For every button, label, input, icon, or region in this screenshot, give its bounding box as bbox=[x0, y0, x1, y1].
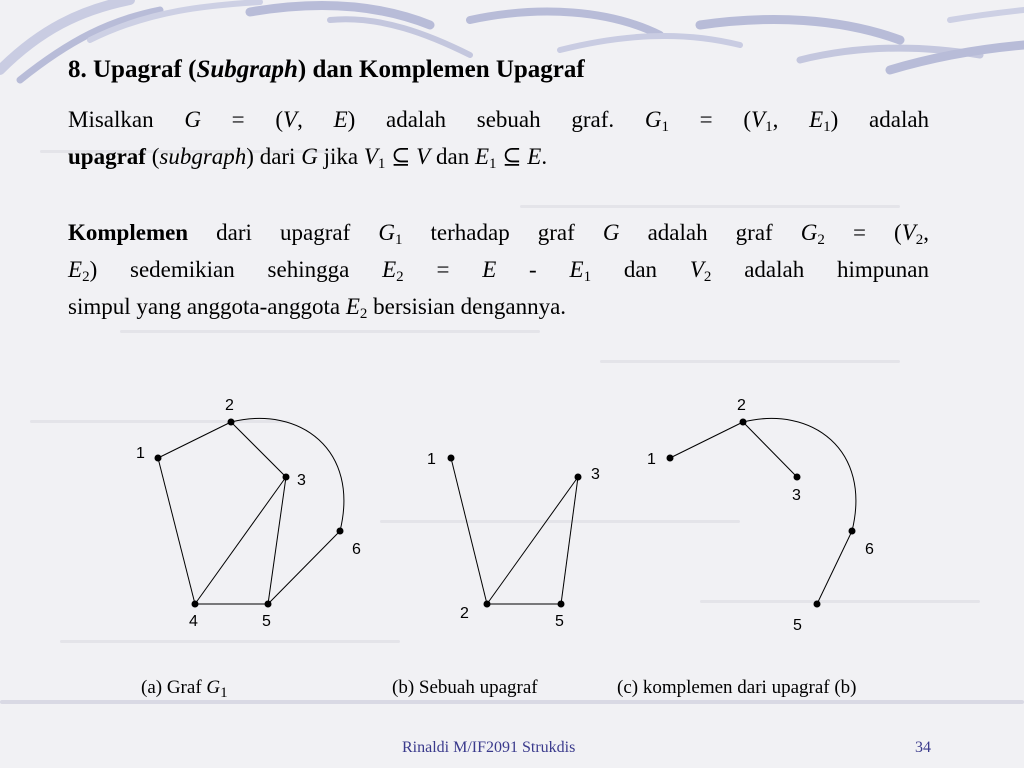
graph-b-vertex-1 bbox=[448, 455, 455, 462]
definition-subgraph-line-1: Misalkan G = (V, E) adalah sebuah graf. $G_1 = (V_1$, $E_1$) adalah bbox=[68, 107, 930, 135]
graph-b-vertex-5 bbox=[558, 601, 565, 608]
graph-b-label-1: 1 bbox=[427, 451, 436, 468]
graph-c-label-3: 3 bbox=[792, 487, 801, 504]
graph-c-vertex-3 bbox=[794, 474, 801, 481]
graph-a-vertex-6 bbox=[337, 528, 344, 535]
graph-a-vertex-1 bbox=[155, 455, 162, 462]
graph-b-vertex-2 bbox=[484, 601, 491, 608]
graph-c-label-2: 2 bbox=[737, 397, 746, 414]
graph-a-edge-3-4 bbox=[195, 477, 286, 604]
graph-b-label-5: 5 bbox=[555, 613, 564, 630]
graph-a-edge-5-6 bbox=[268, 531, 340, 604]
graph-a-edge-1-2 bbox=[158, 422, 231, 458]
graph-c-vertex-6 bbox=[849, 528, 856, 535]
graph-c-label-1: 1 bbox=[647, 451, 656, 468]
graph-a-vertex-4 bbox=[192, 601, 199, 608]
graph-c-edge-6-5 bbox=[817, 531, 852, 604]
graph-b-label-2: 2 bbox=[460, 605, 469, 622]
graph-a-edge-2-3 bbox=[231, 422, 286, 477]
definition-complement-line-2: $E_2$) sedemikian sehingga $E_2 = E - E_1$ dan $V_2$ adalah himpunan bbox=[68, 257, 929, 285]
graph-a bbox=[136, 397, 361, 630]
graph-a-label-3: 3 bbox=[297, 472, 306, 489]
graph-a-label-2: 2 bbox=[225, 397, 234, 414]
graph-b-edge-2-3 bbox=[487, 477, 578, 604]
definition-complement-line-3: simpul yang anggota-anggota $E_2$ bersisian dengannya. bbox=[68, 294, 567, 322]
graph-a-label-5: 5 bbox=[262, 613, 271, 630]
slide-title: 8. Upagraf (Subgraph) dan Komplemen Upagraf bbox=[68, 56, 585, 83]
graph-b bbox=[427, 451, 600, 630]
footer-page-number: 34 bbox=[915, 739, 931, 756]
graph-a-edge-3-5 bbox=[268, 477, 286, 604]
graph-a-vertex-5 bbox=[265, 601, 272, 608]
graph-b-vertex-3 bbox=[575, 474, 582, 481]
graph-c-label-6: 6 bbox=[865, 541, 874, 558]
graph-c-vertex-1 bbox=[667, 455, 674, 462]
graph-a-vertex-2 bbox=[228, 419, 235, 426]
graph-b-label-3: 3 bbox=[591, 466, 600, 483]
graph-b-edge-1-2 bbox=[451, 458, 487, 604]
graph-c bbox=[647, 397, 874, 634]
caption-graph-b: (b) Sebuah upagraf bbox=[392, 677, 538, 698]
graph-c-vertex-2 bbox=[740, 419, 747, 426]
graph-a-edge-1-4 bbox=[158, 458, 195, 604]
graph-b-edge-3-5 bbox=[561, 477, 578, 604]
graph-c-edge-1-2 bbox=[670, 422, 743, 458]
graph-c-label-5: 5 bbox=[793, 617, 802, 634]
definition-subgraph-line-2: upagraf (subgraph) dari G jika $V_1$ ⊆ V dan $E_1$ ⊆ E. bbox=[68, 144, 548, 172]
graph-a-vertex-3 bbox=[283, 474, 290, 481]
graph-a-label-6: 6 bbox=[352, 541, 361, 558]
graph-c-vertex-5 bbox=[814, 601, 821, 608]
graph-c-edge-2-3 bbox=[743, 422, 797, 477]
caption-graph-a: (a) Graf $G_1$ bbox=[141, 677, 228, 701]
caption-graph-c: (c) komplemen dari upagraf (b) bbox=[617, 677, 857, 698]
footer-author: Rinaldi M/IF2091 Strukdis bbox=[402, 739, 576, 756]
graph-a-label-4: 4 bbox=[189, 613, 198, 630]
graph-a-label-1: 1 bbox=[136, 445, 145, 462]
definition-complement-line-1: Komplemen dari upagraf $G_1$ terhadap graf G adalah graf $G_2 = (V_2$, bbox=[68, 220, 929, 248]
